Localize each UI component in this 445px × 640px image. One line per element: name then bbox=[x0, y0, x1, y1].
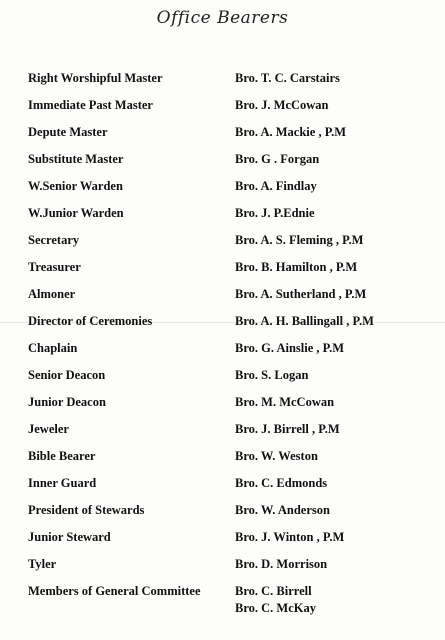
officer-role: Almoner bbox=[28, 287, 76, 301]
officer-holders bbox=[235, 529, 435, 546]
officer-holders bbox=[235, 205, 435, 222]
officer-holders bbox=[235, 340, 435, 357]
page-title: Office Bearers bbox=[156, 8, 289, 28]
officer-holder-name: Bro. C. Edmonds bbox=[235, 476, 328, 490]
officer-holders bbox=[235, 367, 435, 384]
officer-role: Secretary bbox=[28, 233, 80, 247]
officer-row bbox=[28, 394, 438, 421]
officer-row bbox=[28, 70, 438, 97]
officer-holder-name: Bro. B. Hamilton , P.M bbox=[235, 260, 358, 274]
officer-row bbox=[28, 232, 438, 259]
officer-role: Substitute Master bbox=[28, 152, 124, 166]
officer-role: Director of Ceremonies bbox=[28, 314, 153, 328]
officer-holder-name: Bro. J. McCowan bbox=[235, 98, 329, 112]
officer-holder-name: Bro. C. Birrell bbox=[235, 584, 312, 598]
officer-row bbox=[28, 421, 438, 448]
officer-holder-name: Bro. T. C. Carstairs bbox=[235, 71, 340, 85]
officer-role: Jeweler bbox=[28, 422, 69, 436]
officer-row bbox=[28, 286, 438, 313]
officer-holder-name: Bro. D. Morrison bbox=[235, 557, 328, 571]
officer-role: Immediate Past Master bbox=[28, 98, 153, 112]
officer-row bbox=[28, 205, 438, 232]
officer-row bbox=[28, 178, 438, 205]
officer-holders bbox=[235, 448, 435, 465]
officer-row bbox=[28, 475, 438, 502]
officer-holder-name: Bro. A. Sutherland , P.M bbox=[235, 287, 367, 301]
officer-role: President of Stewards bbox=[28, 503, 145, 517]
officer-holder-name: Bro. J. Birrell , P.M bbox=[235, 422, 340, 436]
officer-role: Bible Bearer bbox=[28, 449, 96, 463]
officer-holder-name: Bro. W. Weston bbox=[235, 449, 318, 463]
officer-role: Junior Deacon bbox=[28, 395, 106, 409]
officer-holder-name: Bro. A. Findlay bbox=[235, 179, 317, 193]
officer-row bbox=[28, 556, 438, 583]
officer-row bbox=[28, 367, 438, 394]
officer-holders bbox=[235, 394, 435, 411]
officer-row bbox=[28, 259, 438, 286]
officer-holder-name: Bro. G. Ainslie , P.M bbox=[235, 341, 345, 355]
officer-holder-name: Bro. J. Winton , P.M bbox=[235, 530, 345, 544]
officer-holder-name: Bro. M. McCowan bbox=[235, 395, 335, 409]
officer-holder-name: Bro. G . Forgan bbox=[235, 152, 320, 166]
officer-role: W.Senior Warden bbox=[28, 179, 123, 193]
officer-role: Junior Steward bbox=[28, 530, 111, 544]
officer-holders bbox=[235, 124, 435, 141]
officer-holders bbox=[235, 583, 435, 617]
officer-holders bbox=[235, 421, 435, 438]
officer-role: Treasurer bbox=[28, 260, 81, 274]
officer-role: Right Worshipful Master bbox=[28, 71, 163, 85]
officer-row bbox=[28, 97, 438, 124]
officer-holder-name: Bro. S. Logan bbox=[235, 368, 309, 382]
officer-holder-name: Bro. A. Mackie , P.M bbox=[235, 125, 347, 139]
officer-row bbox=[28, 151, 438, 178]
officer-row bbox=[28, 583, 438, 615]
officer-row bbox=[28, 502, 438, 529]
officer-holders bbox=[235, 475, 435, 492]
officer-holders bbox=[235, 178, 435, 195]
officer-role: W.Junior Warden bbox=[28, 206, 124, 220]
officer-holders bbox=[235, 97, 435, 114]
officer-holder-name: Bro. C. McKay bbox=[235, 601, 317, 615]
officer-holders bbox=[235, 70, 435, 87]
officer-holders bbox=[235, 286, 435, 303]
officer-row bbox=[28, 340, 438, 367]
officer-role: Inner Guard bbox=[28, 476, 97, 490]
officer-role: Members of General Committee bbox=[28, 584, 201, 598]
officer-holder-name: Bro. A. S. Fleming , P.M bbox=[235, 233, 364, 247]
officer-row bbox=[28, 124, 438, 151]
officer-row bbox=[28, 529, 438, 556]
officer-holder-name: Bro. W. Anderson bbox=[235, 503, 330, 517]
officer-holders bbox=[235, 502, 435, 519]
officer-role: Senior Deacon bbox=[28, 368, 106, 382]
officer-role: Chaplain bbox=[28, 341, 78, 355]
office-bearers-list bbox=[28, 70, 438, 615]
officer-role: Depute Master bbox=[28, 125, 108, 139]
officer-row bbox=[28, 313, 438, 340]
officer-row bbox=[28, 448, 438, 475]
officer-role: Tyler bbox=[28, 557, 57, 571]
officer-holders bbox=[235, 313, 435, 330]
officer-holder-name: Bro. J. P.Ednie bbox=[235, 206, 315, 220]
officer-holders bbox=[235, 556, 435, 573]
officer-holders bbox=[235, 232, 435, 249]
officer-holders bbox=[235, 151, 435, 168]
officer-holder-name: Bro. A. H. Ballingall , P.M bbox=[235, 314, 374, 328]
officer-holders bbox=[235, 259, 435, 276]
